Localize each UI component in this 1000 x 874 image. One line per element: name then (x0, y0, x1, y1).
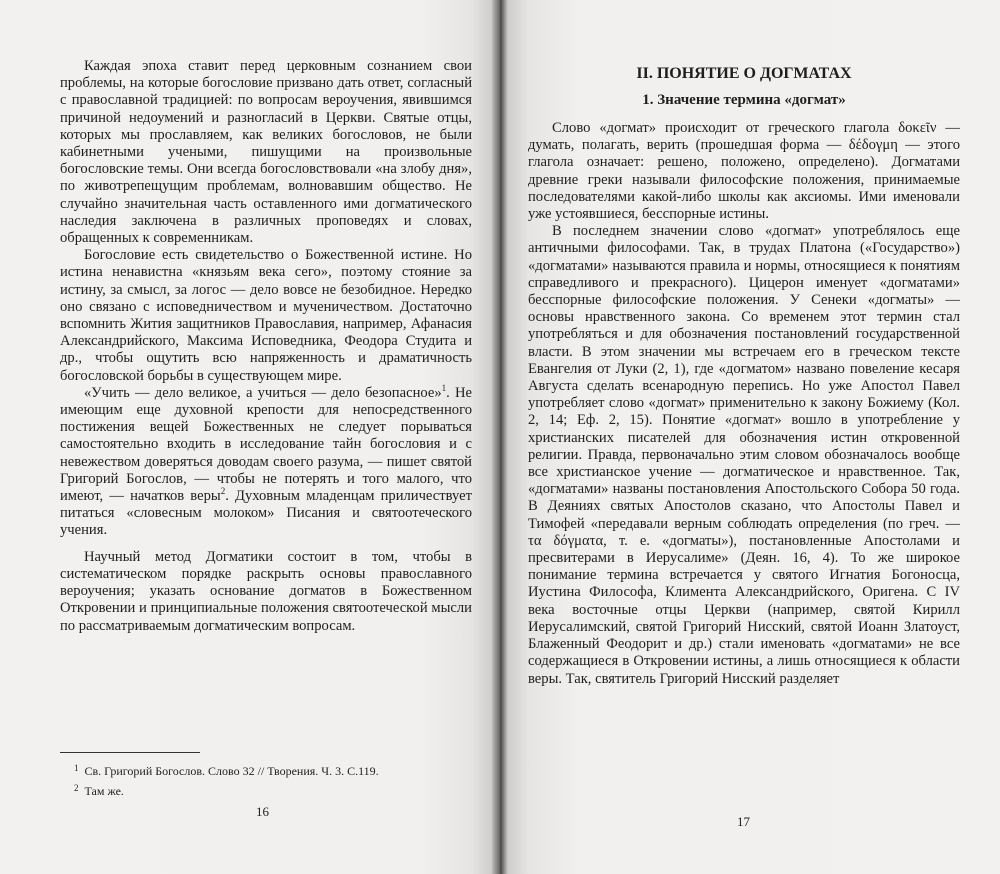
left-paragraph-quote (60, 385, 472, 540)
footnote-divider (60, 752, 200, 753)
footnote-text: Св. Григорий Богослов. Слово 32 // Творения. Ч. 3. С.119. (84, 764, 379, 778)
right-paragraph-2: В последнем значении слово «догмат» употреблялось еще античными философами. Так, в трудах Платона («Государство») «догматами» называются правила и нормы, относящиеся к понятиям справедливого и прекрасного). Цицерон именует «догматами» бесспорные философские положения. У Сенеки «догматы» — основы нравственного закона. Со временем этот термин стал употребляться и для обозначения постановлений государственной власти. В этом значении мы встречаем его в греческом тексте Евангелия от Луки (2, 1), где «догматом» названо повеление кесаря Августа сделать всенародную перепись. Но уже Апостол Павел употребляет слово «догмат» применительно к закону Божиему (Кол. 2, 14; Еф. 2, 15). Понятие «догмат» вошло в употребление у христианских писателей для обозначения истин откровенной религии. Правда, первоначально этим словом обозначалось вообще все христианское учение — догматическое и нравственное. Так, «догматами» названы постановления Апостольского Собора 50 года. В Деяниях святых Апостолов сказано, что Апостолы Павел и Тимофей «передавали верным соблюдать определения (по греч. — τα δόγματα, т. е. «догматы»), постановленные Апостолами и пресвитерами в Иерусалиме» (Деян. 16, 4). То же широкое понимание термина встречается у святого Игнатия Богоносца, Иустина Философа, Климента Александрийского, Оригена. С IV века восточные отцы Церкви (например, святой Кирилл Иерусалимский, святой Григорий Нисский, святой Иоанн Златоуст, Блаженный Феодорит и др.) стали именовать «догматами» не все содержащиеся в Откровении истины, а лишь относящиеся к области веры. Так, святитель Григорий Нисский разделяет (528, 223, 960, 687)
footnote-2 (74, 780, 474, 800)
right-paragraph-1: Слово «догмат» происходит от греческого глагола δοκεῖν — думать, полагать, верить (прошедшая форма — δέδογμη — этого глагола означает: решено, положено, определено). Догматами древние греки называли философские положения, принимаемые последователями какой-либо школы как аксиомы. Ими именовали уже устоявшиеся, бесспорные истины. (528, 120, 960, 223)
footnote-number: 2 (74, 783, 79, 793)
footnote-1 (74, 760, 474, 780)
left-paragraph-method: Научный метод Догматики состоит в том, чтобы в систематическом порядке раскрыть основы православного вероучения; указать основание догматов в Божественном Откровении и принципиальные положения святоотеческой мысли по рассматриваемым догматическим вопросам. (60, 548, 472, 634)
chapter-heading: II. ПОНЯТИЕ О ДОГМАТАХ (636, 65, 852, 82)
quote-part-b: . Не имеющим еще духовной крепости для непосредственного постижения вещей Божественных не следует порываться самостоятельно входить в исследование тайн богословия и с невежеством доверяться доводам своего разума, — пишет святой Григорий Богослов, — чтобы не потерять и того малого, что имеют, — начатков веры (60, 384, 472, 505)
book-gutter (492, 0, 508, 874)
left-paragraph-1: Каждая эпоха ставит перед церковным сознанием свои проблемы, на которые богословие призвано дать ответ, согласный с православной традицией: по вопросам вероучения, явившимся причиной недоумений и разногласий в Церкви. Святые отцы, которых мы прославляем, как великих богословов, не были кабинетными учеными, пишущими на произвольные богословские темы. Они всегда богословствовали «на злобу дня», по животрепещущим проблемам, волновавшим общество. Не случайно значительная часть оставленного ими догматического наследия заключена в различных проповедях и словах, обращенных к современникам. (60, 58, 472, 247)
section-heading: 1. Значение термина «догмат» (642, 92, 846, 108)
quote-part-a: «Учить — дело великое, а учиться — дело безопасное» (84, 384, 442, 401)
page-number-right: 17 (737, 814, 750, 829)
footnote-ref-2: 2 (220, 486, 226, 497)
footnote-ref-1: 1 (441, 383, 447, 393)
right-page-body (528, 120, 960, 688)
footnotes (74, 760, 474, 800)
left-paragraph-2: Богословие есть свидетельство о Божественной истине. Но истина ненавистна «князьям века сего», поэтому стояние за истину, за смысл, за логос — дело вовсе не безобидное. Нередко оно связано с исповедничеством и мученичеством. Достаточно вспомнить Жития защитников Православия, например, Афанасия Александрийского, Максима Исповедника, Феодора Студита и др., чтобы ощутить всю напряженность и драматичность богословской борьбы в существующем мире. (60, 247, 472, 384)
left-page-body (60, 58, 472, 635)
quote-part-c: . Духовным младенцам приличествует питаться «словесным молоком» Писания и святоотеческого учения. (60, 488, 472, 539)
footnote-number: 1 (74, 763, 79, 773)
footnote-text: Там же. (84, 784, 124, 798)
page-number-left: 16 (256, 804, 269, 819)
